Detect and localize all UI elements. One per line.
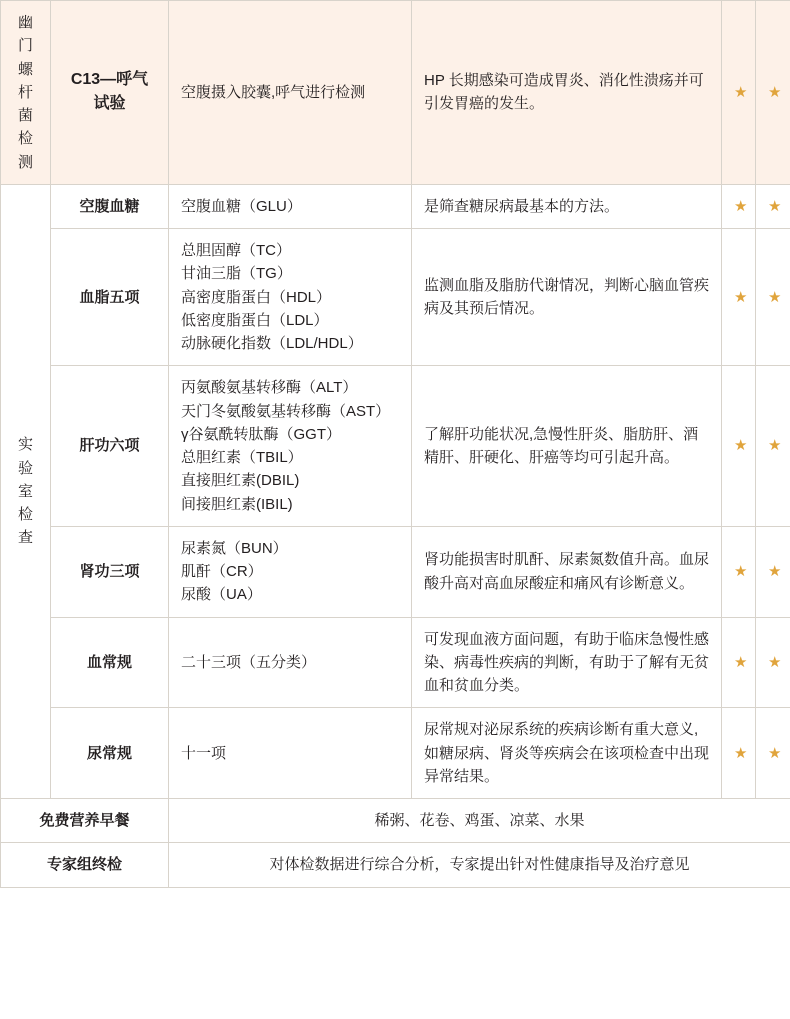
item-detail-line: 总胆红素（TBIL） bbox=[181, 449, 303, 466]
item-details bbox=[169, 366, 412, 527]
item-description: 监测血脂及脂肪代谢情况，判断心脑血管疾病及其预后情况。 bbox=[412, 229, 722, 366]
table-row bbox=[1, 229, 790, 366]
item-details bbox=[169, 229, 412, 366]
star-icon: ★ bbox=[768, 653, 782, 671]
star-icon: ★ bbox=[768, 437, 782, 455]
star-icon: ★ bbox=[734, 288, 748, 306]
item-detail-line: 动脉硬化指数（LDL/HDL） bbox=[181, 335, 363, 352]
footer-row-value: 对体检数据进行综合分析，专家提出针对性健康指导及治疗意见 bbox=[169, 843, 790, 887]
footer-row-name: 免费营养早餐 bbox=[1, 799, 169, 843]
table-row-final-review bbox=[1, 843, 790, 887]
star-rating-female bbox=[756, 1, 790, 185]
table-row bbox=[1, 617, 790, 708]
star-rating-male bbox=[722, 617, 756, 708]
table-row bbox=[1, 526, 790, 617]
item-detail-line: 天门冬氨酸氨基转移酶（AST） bbox=[181, 402, 391, 420]
star-rating-male bbox=[722, 708, 756, 799]
item-detail-line: 总胆固醇（TC） bbox=[181, 242, 291, 259]
star-icon: ★ bbox=[734, 653, 748, 671]
item-name: 肾功三项 bbox=[51, 526, 169, 617]
item-detail-line: γ谷氨酰转肽酶（GGT） bbox=[181, 425, 341, 443]
table-row bbox=[1, 366, 790, 527]
item-detail-line: 低密度脂蛋白（LDL） bbox=[181, 311, 329, 329]
exam-table-body bbox=[1, 1, 790, 888]
table-row-breakfast bbox=[1, 799, 790, 843]
item-detail-line: 肌酐（CR） bbox=[181, 563, 263, 580]
item-detail-line: 直接胆红素(DBIL) bbox=[181, 472, 300, 490]
star-rating-female bbox=[756, 229, 790, 366]
item-description: 尿常规对泌尿系统的疾病诊断有重大意义,如糖尿病、肾炎等疾病会在该项检查中出现异常结果。 bbox=[412, 708, 722, 799]
item-name: C13—呼气试验 bbox=[51, 1, 169, 185]
item-name: 尿常规 bbox=[51, 708, 169, 799]
item-name: 肝功六项 bbox=[51, 366, 169, 527]
item-detail-line: 十一项 bbox=[181, 744, 227, 762]
category-label-hp: 幽门螺杆菌检测 bbox=[18, 14, 34, 171]
item-details bbox=[169, 526, 412, 617]
item-name: 血常规 bbox=[51, 617, 169, 708]
star-rating-female bbox=[756, 526, 790, 617]
item-detail-line: 尿酸（UA） bbox=[181, 586, 262, 604]
star-icon: ★ bbox=[734, 563, 748, 580]
item-details bbox=[169, 617, 412, 708]
item-detail-line: 尿素氮（BUN） bbox=[181, 539, 288, 557]
table-row bbox=[1, 708, 790, 799]
category-cell-hp bbox=[1, 1, 51, 185]
star-rating-male bbox=[722, 526, 756, 617]
item-name: 空腹血糖 bbox=[51, 184, 169, 228]
footer-row-value: 稀粥、花卷、鸡蛋、凉菜、水果 bbox=[169, 799, 790, 843]
table-row bbox=[1, 1, 790, 185]
star-rating-female bbox=[756, 366, 790, 527]
star-icon: ★ bbox=[768, 288, 782, 306]
item-detail-line: 空腹摄入胶囊,呼气进行检测 bbox=[181, 83, 366, 101]
item-detail-line: 高密度脂蛋白（HDL） bbox=[181, 288, 332, 306]
item-description: 了解肝功能状况,急慢性肝炎、脂肪肝、酒精肝、肝硬化、肝癌等均可引起升高。 bbox=[412, 366, 722, 527]
star-rating-male bbox=[722, 1, 756, 185]
table-row bbox=[1, 184, 790, 228]
category-cell-lab bbox=[1, 184, 51, 798]
star-icon: ★ bbox=[734, 197, 748, 215]
star-rating-male bbox=[722, 366, 756, 527]
star-rating-female bbox=[756, 617, 790, 708]
star-icon: ★ bbox=[734, 437, 748, 455]
star-icon: ★ bbox=[768, 83, 782, 101]
star-rating-female bbox=[756, 184, 790, 228]
star-icon: ★ bbox=[768, 744, 782, 762]
star-icon: ★ bbox=[768, 197, 782, 215]
item-detail-line: 甘油三脂（TG） bbox=[181, 265, 292, 283]
star-icon: ★ bbox=[768, 563, 782, 580]
item-detail-line: 丙氨酸氨基转移酶（ALT） bbox=[181, 379, 358, 397]
star-rating-male bbox=[722, 229, 756, 366]
item-details bbox=[169, 708, 412, 799]
item-details bbox=[169, 184, 412, 228]
item-detail-line: 间接胆红素(IBIL) bbox=[181, 495, 293, 513]
item-detail-line: 空腹血糖（GLU） bbox=[181, 197, 302, 215]
star-icon: ★ bbox=[734, 83, 748, 101]
footer-row-name: 专家组终检 bbox=[1, 843, 169, 887]
item-detail-line: 二十三项（五分类） bbox=[181, 653, 317, 671]
item-description: 肾功能损害时肌酐、尿素氮数值升高。血尿酸升高对高血尿酸症和痛风有诊断意义。 bbox=[412, 526, 722, 617]
item-description: 是筛查糖尿病最基本的方法。 bbox=[412, 184, 722, 228]
category-label-lab: 实验室检查 bbox=[18, 436, 34, 547]
item-details bbox=[169, 1, 412, 185]
item-description: HP 长期感染可造成胃炎、消化性溃疡并可引发胃癌的发生。 bbox=[412, 1, 722, 185]
star-rating-female bbox=[756, 708, 790, 799]
item-description: 可发现血液方面问题，有助于临床急慢性感染、病毒性疾病的判断，有助于了解有无贫血和贫血分类。 bbox=[412, 617, 722, 708]
star-rating-male bbox=[722, 184, 756, 228]
item-name: 血脂五项 bbox=[51, 229, 169, 366]
star-icon: ★ bbox=[734, 744, 748, 762]
